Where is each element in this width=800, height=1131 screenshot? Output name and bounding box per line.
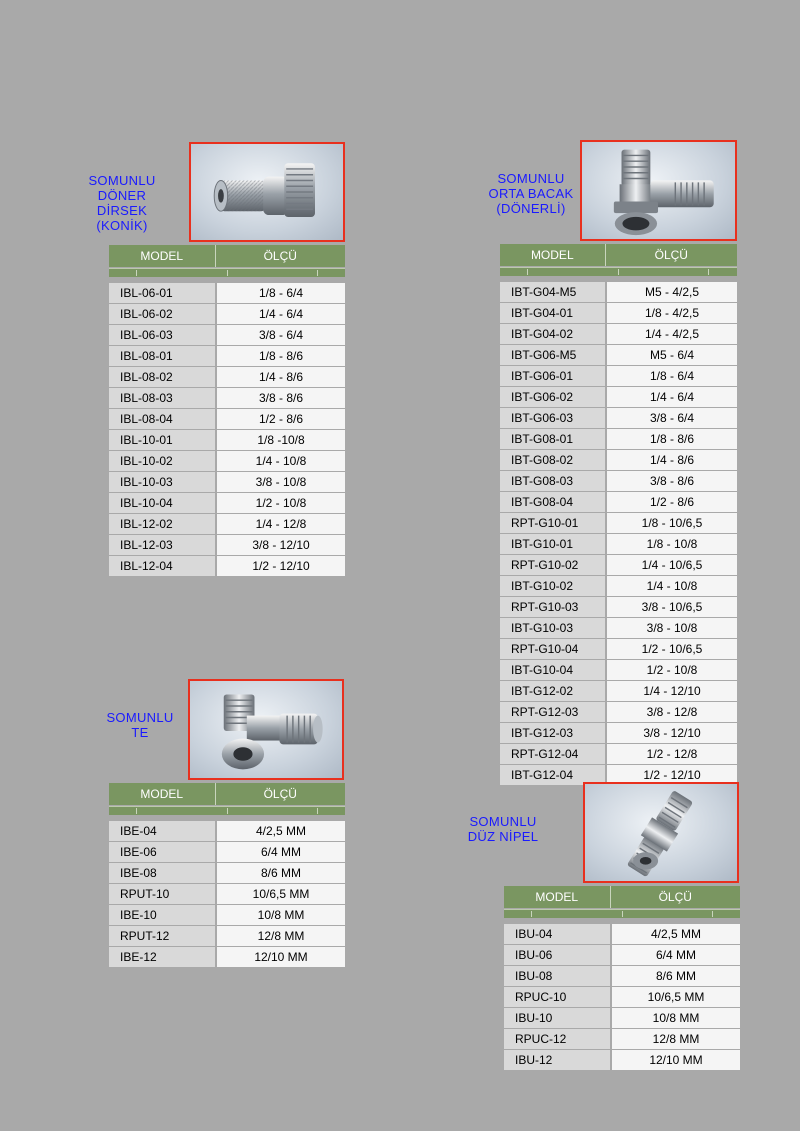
table-elbow <box>109 245 345 577</box>
size-cell: 1/4 - 6/4 <box>607 387 737 407</box>
size-header: ÖLÇÜ <box>263 249 297 263</box>
size-cell: 1/2 - 10/8 <box>607 660 737 680</box>
size-cell: 1/4 - 10/6,5 <box>607 555 737 575</box>
model-cell: IBT-G12-02 <box>500 681 605 701</box>
model-cell: IBT-G04-02 <box>500 324 605 344</box>
table-row <box>109 409 345 429</box>
table-row <box>500 324 737 344</box>
table-row <box>109 493 345 513</box>
title-line: (DÖNERLİ) <box>496 201 566 216</box>
model-cell: IBL-06-01 <box>109 283 215 303</box>
model-cell: IBL-08-01 <box>109 346 215 366</box>
table-row <box>109 325 345 345</box>
model-cell: IBT-G08-04 <box>500 492 605 512</box>
table-rows <box>109 821 345 967</box>
table-row <box>504 1008 740 1028</box>
size-cell: M5 - 4/2,5 <box>607 282 737 302</box>
table-row <box>109 388 345 408</box>
size-cell: 1/2 - 12/10 <box>217 556 345 576</box>
size-cell: 1/8 -10/8 <box>217 430 345 450</box>
table-row <box>500 282 737 302</box>
model-cell: IBE-04 <box>109 821 215 841</box>
size-cell: 6/4 MM <box>612 945 740 965</box>
model-header: MODEL <box>109 245 216 267</box>
table-row <box>109 451 345 471</box>
size-cell: 1/4 - 10/8 <box>217 451 345 471</box>
table-row <box>500 429 737 449</box>
title-line: SOMUNLU <box>106 710 174 725</box>
table-row <box>109 884 345 904</box>
size-cell: 1/4 - 6/4 <box>217 304 345 324</box>
branch-tee-fitting-photo <box>580 140 737 241</box>
model-cell: IBT-G12-03 <box>500 723 605 743</box>
section-title-elbow <box>82 173 162 233</box>
model-cell: IBL-08-02 <box>109 367 215 387</box>
model-cell: IBL-06-03 <box>109 325 215 345</box>
table-row <box>500 534 737 554</box>
model-cell: IBL-12-04 <box>109 556 215 576</box>
table-header <box>500 244 737 266</box>
header-divider <box>109 806 345 815</box>
title-line: TE <box>131 725 149 740</box>
table-tee <box>109 783 345 968</box>
model-cell: IBL-10-04 <box>109 493 215 513</box>
model-cell: IBT-G06-M5 <box>500 345 605 365</box>
table-straight-union <box>504 886 740 1071</box>
size-cell: 1/2 - 12/8 <box>607 744 737 764</box>
table-rows <box>504 924 740 1070</box>
size-cell: 1/8 - 8/6 <box>217 346 345 366</box>
model-cell: RPT-G12-04 <box>500 744 605 764</box>
table-row <box>109 947 345 967</box>
size-cell: 1/4 - 12/10 <box>607 681 737 701</box>
size-cell: 3/8 - 10/8 <box>217 472 345 492</box>
model-cell: IBU-10 <box>504 1008 610 1028</box>
size-cell: 12/10 MM <box>612 1050 740 1070</box>
table-row <box>500 303 737 323</box>
table-rows <box>109 283 345 576</box>
model-cell: IBT-G08-01 <box>500 429 605 449</box>
table-row <box>500 723 737 743</box>
table-row <box>109 556 345 576</box>
table-row <box>500 597 737 617</box>
table-row <box>500 660 737 680</box>
model-cell: IBT-G08-02 <box>500 450 605 470</box>
size-cell: 10/8 MM <box>217 905 345 925</box>
tee-fitting-photo <box>188 679 344 780</box>
size-cell: 3/8 - 10/6,5 <box>607 597 737 617</box>
model-cell: IBL-10-03 <box>109 472 215 492</box>
size-cell: 3/8 - 8/6 <box>217 388 345 408</box>
model-cell: IBT-G06-03 <box>500 408 605 428</box>
model-cell: IBU-04 <box>504 924 610 944</box>
size-cell: 10/6,5 MM <box>217 884 345 904</box>
table-row <box>109 863 345 883</box>
table-row <box>500 492 737 512</box>
size-cell: 10/6,5 MM <box>612 987 740 1007</box>
model-header: MODEL <box>500 244 606 266</box>
table-row <box>500 576 737 596</box>
size-cell: 4/2,5 MM <box>612 924 740 944</box>
title-line: DÜZ NİPEL <box>467 829 539 844</box>
size-cell: 1/8 - 6/4 <box>607 366 737 386</box>
model-cell: IBL-12-03 <box>109 535 215 555</box>
table-row <box>500 366 737 386</box>
size-cell: 1/8 - 10/6,5 <box>607 513 737 533</box>
model-cell: IBL-06-02 <box>109 304 215 324</box>
table-row <box>109 926 345 946</box>
table-header <box>109 245 345 267</box>
table-row <box>500 471 737 491</box>
size-cell: 12/8 MM <box>612 1029 740 1049</box>
size-cell: 3/8 - 10/8 <box>607 618 737 638</box>
table-row <box>504 1029 740 1049</box>
model-cell: IBT-G06-01 <box>500 366 605 386</box>
size-cell: 1/8 - 4/2,5 <box>607 303 737 323</box>
table-row <box>504 945 740 965</box>
model-cell: IBU-12 <box>504 1050 610 1070</box>
size-cell: 1/8 - 10/8 <box>607 534 737 554</box>
title-line: DÖNER DİRSEK <box>96 188 148 218</box>
title-line: SOMUNLU <box>497 171 565 186</box>
model-cell: RPUT-10 <box>109 884 215 904</box>
model-cell: IBE-10 <box>109 905 215 925</box>
model-cell: IBT-G06-02 <box>500 387 605 407</box>
size-cell: 1/8 - 6/4 <box>217 283 345 303</box>
header-divider <box>109 268 345 277</box>
table-row <box>109 514 345 534</box>
model-cell: IBE-12 <box>109 947 215 967</box>
table-row <box>504 966 740 986</box>
table-row <box>109 304 345 324</box>
model-cell: IBT-G10-02 <box>500 576 605 596</box>
size-cell: 3/8 - 12/10 <box>607 723 737 743</box>
model-cell: IBT-G10-03 <box>500 618 605 638</box>
table-row <box>500 408 737 428</box>
table-row <box>500 702 737 722</box>
model-cell: RPT-G10-02 <box>500 555 605 575</box>
title-line: ORTA BACAK <box>488 186 574 201</box>
title-line: (KONİK) <box>96 218 148 233</box>
size-cell: 1/2 - 8/6 <box>607 492 737 512</box>
model-cell: IBE-06 <box>109 842 215 862</box>
model-cell: IBU-08 <box>504 966 610 986</box>
model-cell: IBL-10-01 <box>109 430 215 450</box>
size-cell: 6/4 MM <box>217 842 345 862</box>
table-row <box>500 744 737 764</box>
model-cell: RPT-G12-03 <box>500 702 605 722</box>
table-row <box>500 345 737 365</box>
section-title-straight-union <box>462 814 544 844</box>
model-cell: IBT-G10-04 <box>500 660 605 680</box>
table-header <box>109 783 345 805</box>
size-header: ÖLÇÜ <box>658 890 692 904</box>
model-header: MODEL <box>504 886 611 908</box>
model-cell: IBT-G10-01 <box>500 534 605 554</box>
header-divider <box>500 267 737 276</box>
table-row <box>109 367 345 387</box>
model-cell: IBL-12-02 <box>109 514 215 534</box>
table-row <box>109 535 345 555</box>
model-cell: RPT-G10-03 <box>500 597 605 617</box>
table-row <box>500 387 737 407</box>
size-cell: 1/2 - 10/8 <box>217 493 345 513</box>
model-cell: IBT-G12-04 <box>500 765 605 785</box>
model-cell: IBL-08-03 <box>109 388 215 408</box>
size-cell: 3/8 - 12/8 <box>607 702 737 722</box>
model-cell: RPUC-10 <box>504 987 610 1007</box>
size-cell: 3/8 - 8/6 <box>607 471 737 491</box>
table-row <box>504 987 740 1007</box>
table-row <box>500 639 737 659</box>
section-title-branch-tee <box>485 171 577 216</box>
model-cell: RPUC-12 <box>504 1029 610 1049</box>
table-row <box>504 1050 740 1070</box>
table-row <box>109 821 345 841</box>
straight-union-fitting-photo <box>583 782 739 883</box>
model-cell: IBL-08-04 <box>109 409 215 429</box>
model-cell: RPT-G10-01 <box>500 513 605 533</box>
size-cell: 1/4 - 4/2,5 <box>607 324 737 344</box>
model-cell: IBT-G08-03 <box>500 471 605 491</box>
size-cell: 4/2,5 MM <box>217 821 345 841</box>
size-cell: 3/8 - 6/4 <box>607 408 737 428</box>
size-cell: 1/4 - 8/6 <box>217 367 345 387</box>
size-cell: 8/6 MM <box>217 863 345 883</box>
header-divider <box>504 909 740 918</box>
table-row <box>109 283 345 303</box>
table-row <box>109 842 345 862</box>
size-cell: 1/2 - 10/6,5 <box>607 639 737 659</box>
size-cell: 3/8 - 6/4 <box>217 325 345 345</box>
size-header: ÖLÇÜ <box>263 787 297 801</box>
model-cell: IBT-G04-01 <box>500 303 605 323</box>
elbow-fitting-photo <box>189 142 345 242</box>
table-row <box>500 450 737 470</box>
size-header: ÖLÇÜ <box>654 248 688 262</box>
size-cell: 12/8 MM <box>217 926 345 946</box>
model-cell: IBT-G04-M5 <box>500 282 605 302</box>
size-cell: 1/4 - 10/8 <box>607 576 737 596</box>
table-row <box>109 905 345 925</box>
section-title-tee <box>100 710 180 740</box>
size-cell: 3/8 - 12/10 <box>217 535 345 555</box>
table-row <box>500 555 737 575</box>
size-cell: 1/4 - 12/8 <box>217 514 345 534</box>
table-row <box>109 430 345 450</box>
size-cell: 1/2 - 12/10 <box>607 765 737 785</box>
size-cell: 1/2 - 8/6 <box>217 409 345 429</box>
size-cell: 1/8 - 8/6 <box>607 429 737 449</box>
model-cell: IBL-10-02 <box>109 451 215 471</box>
table-row <box>500 618 737 638</box>
table-branch-tee <box>500 244 737 786</box>
size-cell: M5 - 6/4 <box>607 345 737 365</box>
table-header <box>504 886 740 908</box>
model-cell: RPT-G10-04 <box>500 639 605 659</box>
title-line: SOMUNLU <box>88 173 156 188</box>
table-row <box>500 513 737 533</box>
table-row <box>500 681 737 701</box>
model-cell: RPUT-12 <box>109 926 215 946</box>
size-cell: 1/4 - 8/6 <box>607 450 737 470</box>
size-cell: 8/6 MM <box>612 966 740 986</box>
model-cell: IBU-06 <box>504 945 610 965</box>
title-line: SOMUNLU <box>469 814 537 829</box>
model-cell: IBE-08 <box>109 863 215 883</box>
table-row <box>504 924 740 944</box>
model-header: MODEL <box>109 783 216 805</box>
size-cell: 12/10 MM <box>217 947 345 967</box>
size-cell: 10/8 MM <box>612 1008 740 1028</box>
table-rows <box>500 282 737 785</box>
table-row <box>109 472 345 492</box>
table-row <box>109 346 345 366</box>
